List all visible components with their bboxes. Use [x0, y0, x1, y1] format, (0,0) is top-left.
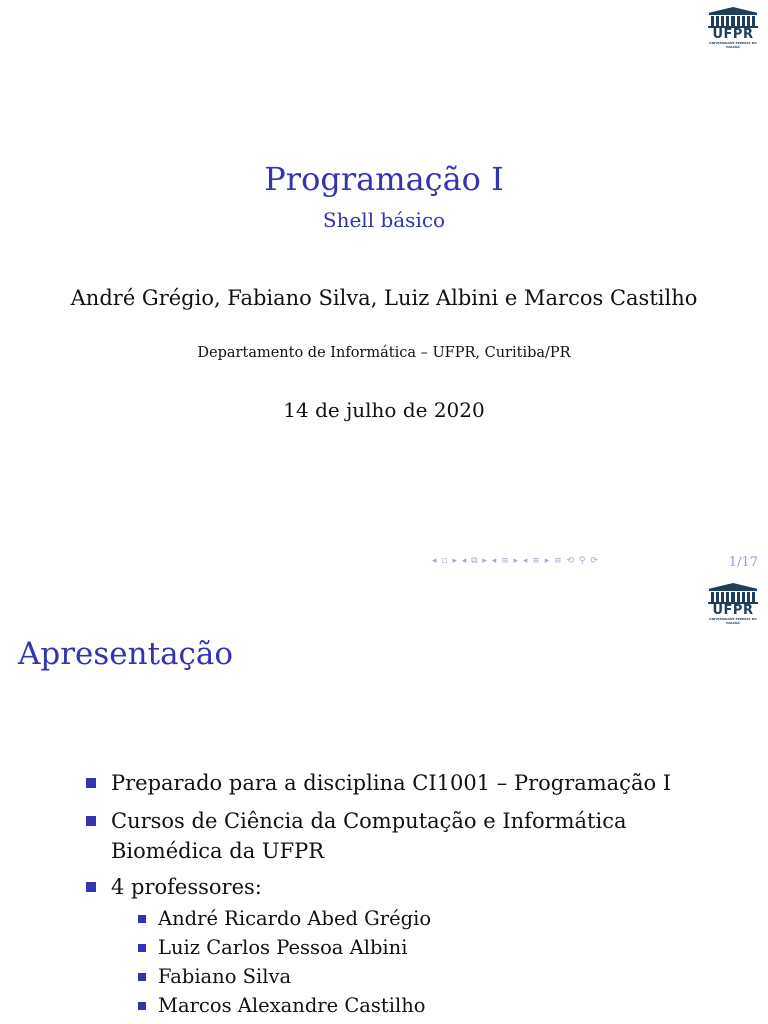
list-item: Preparado para a disciplina CI1001 – Programação I [86, 768, 671, 798]
logo-caption: UNIVERSIDADE FEDERAL DO PARANÁ [709, 41, 757, 49]
list-item: Cursos de Ciência da Computação e Informática Biomédica da UFPR [86, 806, 627, 866]
logo-text: UFPR [712, 27, 754, 42]
logo-text: UFPR [712, 603, 754, 618]
bullet-square-icon [138, 973, 146, 981]
sub-list-item: Fabiano Silva [138, 962, 291, 991]
institute: Departamento de Informática – UFPR, Curitiba/PR [197, 345, 571, 361]
logo-caption: UNIVERSIDADE FEDERAL DO PARANÁ [709, 617, 757, 625]
list-item: 4 professores: [86, 872, 262, 902]
list-item-continuation: Biomédica da UFPR [111, 839, 325, 863]
bullet-square-icon [86, 816, 96, 826]
sub-list-item: Marcos Alexandre Castilho [138, 991, 426, 1020]
presentation-title: Programação I [264, 160, 504, 198]
frame-title: Apresentação [18, 636, 234, 672]
sub-list-item: André Ricardo Abed Grégio [138, 904, 431, 933]
building-icon [706, 6, 760, 28]
ufpr-logo [706, 6, 760, 49]
presentation-date: 14 de julho de 2020 [283, 398, 485, 422]
bullet-square-icon [138, 944, 146, 952]
bullet-square-icon [86, 778, 96, 788]
page-number: 1/17 [728, 555, 758, 570]
beamer-navigation-icons[interactable]: ◂ ▫ ▸ ◂ ⧉ ▸ ◂ ≡ ▸ ◂ ≡ ▸ ≡ ⟲ ⚲ ⟳ [432, 556, 599, 566]
presentation-subtitle: Shell básico [322, 208, 446, 232]
sub-list-item: Luiz Carlos Pessoa Albini [138, 933, 407, 962]
bullet-list [0, 576, 768, 1024]
content-slide [0, 576, 768, 1024]
bullet-square-icon [86, 882, 96, 892]
bullet-square-icon [138, 1002, 146, 1010]
bullet-square-icon [138, 915, 146, 923]
authors: André Grégio, Fabiano Silva, Luiz Albini e Marcos Castilho [70, 286, 698, 310]
